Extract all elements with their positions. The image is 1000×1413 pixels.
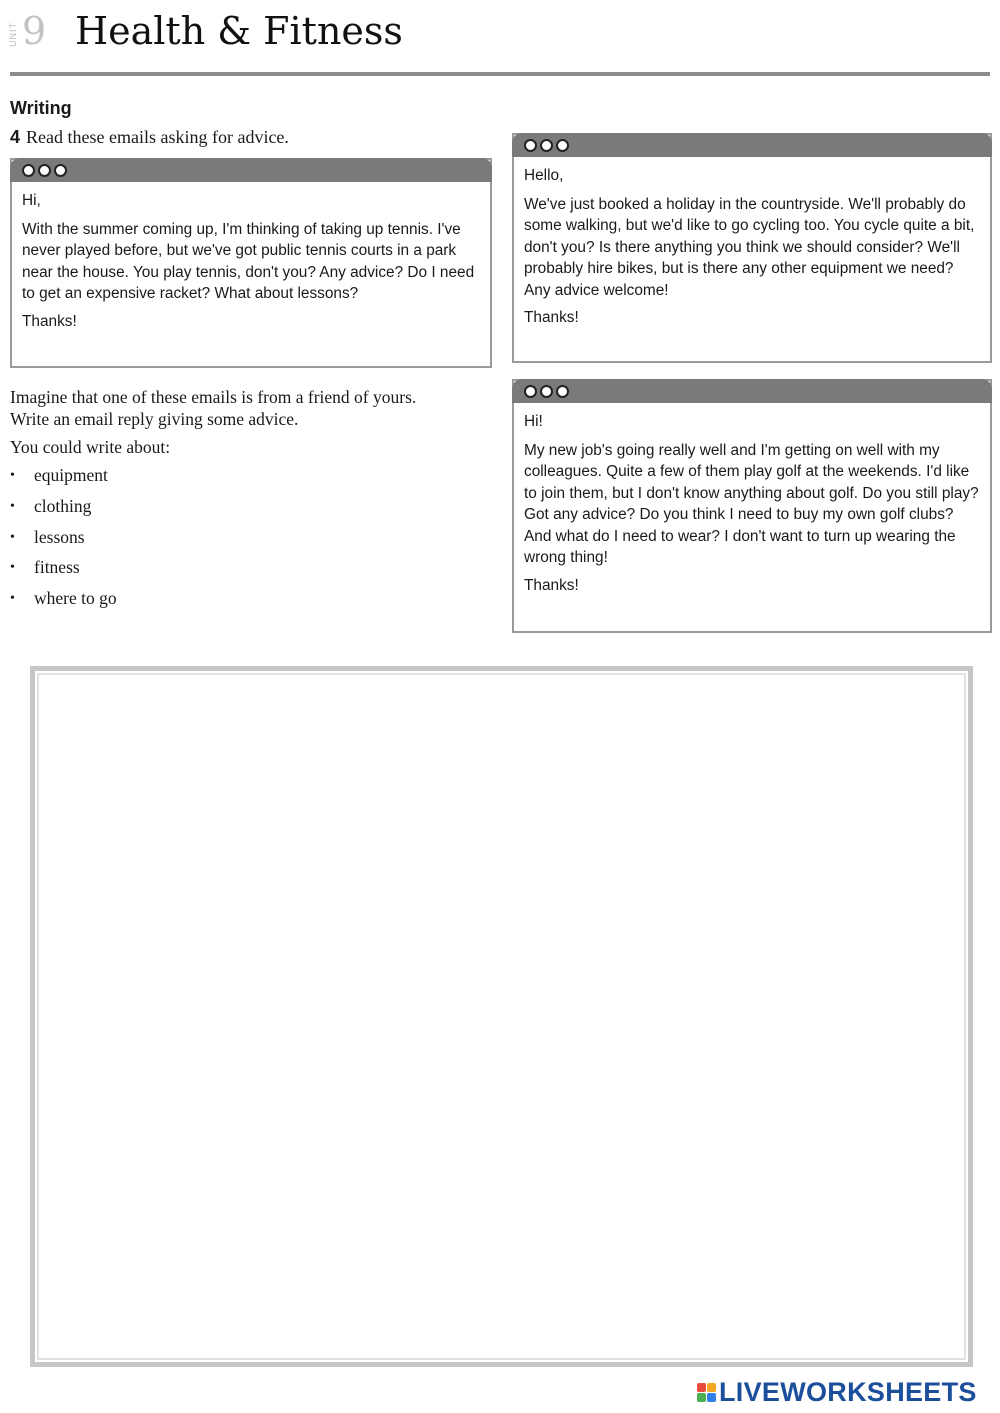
topic-label: where to go: [34, 588, 117, 609]
task-text: Read these emails asking for advice.: [26, 127, 289, 147]
topics-intro: You could write about:: [10, 437, 171, 457]
email-message: With the summer coming up, I'm thinking of taking up tennis. I've never played before, but we've got public tennis courts in a park near the house. You play tennis, don't you? Any advice? Do I need to get an expensive racket? What about lessons?: [22, 220, 475, 302]
email-body: [514, 157, 990, 329]
list-item: [10, 588, 117, 619]
email-sign-off: Thanks!: [22, 312, 77, 330]
email-greeting: Hi!: [524, 413, 543, 430]
window-button-icon: [524, 139, 537, 152]
email-window-golf: [512, 379, 992, 633]
page-title: Health & Fitness: [75, 9, 403, 53]
email-window-cycling: [512, 133, 992, 363]
answer-text-area[interactable]: [30, 666, 973, 1367]
email-sign-off: Thanks!: [524, 309, 579, 326]
section-heading: Writing: [10, 98, 72, 118]
brand-icon: [697, 1383, 716, 1402]
topic-list: [10, 465, 117, 619]
bullet-icon: •: [10, 529, 15, 545]
email-titlebar: [512, 133, 992, 157]
list-item: [10, 557, 117, 588]
email-sign-off: Thanks!: [524, 576, 579, 594]
window-button-icon: [556, 139, 569, 152]
writing-instructions: [10, 386, 490, 430]
email-body: [514, 403, 990, 596]
window-button-icon: [540, 385, 553, 398]
email-message: We've just booked a holiday in the countryside. We'll probably do some walking, but we'd like to go cycling too. You cycle quite a bit, don't you? Is there anything you think we should consider? We'll probably hire bikes, but is there any other equipment we need? Any advice welcome!: [524, 195, 975, 299]
email-window-tennis: [10, 158, 492, 368]
bullet-icon: •: [10, 468, 15, 483]
window-button-icon: [524, 385, 537, 398]
window-button-icon: [54, 164, 67, 177]
liveworksheets-logo: [697, 1377, 977, 1408]
email-greeting: Hi,: [22, 192, 41, 209]
topic-label: equipment: [34, 465, 108, 485]
email-titlebar: [512, 379, 992, 403]
bullet-icon: •: [10, 498, 15, 514]
bullet-icon: •: [10, 591, 15, 607]
list-item: [10, 496, 117, 527]
topic-label: fitness: [34, 557, 80, 578]
topic-label: lessons: [34, 526, 85, 547]
window-button-icon: [556, 385, 569, 398]
task-number: 4: [10, 127, 21, 147]
topic-label: clothing: [34, 495, 92, 516]
window-button-icon: [38, 164, 51, 177]
email-titlebar: [10, 158, 492, 182]
brand-name: LIVEWORKSHEETS: [719, 1377, 977, 1407]
window-button-icon: [540, 139, 553, 152]
email-body: [12, 182, 490, 332]
unit-number: 9: [22, 9, 47, 53]
task-instruction: [10, 127, 289, 148]
instruction-line: Write an email reply giving some advice.: [10, 409, 299, 429]
email-greeting: Hello,: [524, 167, 564, 184]
unit-label: UNIT: [8, 22, 18, 47]
list-item: [10, 465, 117, 496]
instruction-line: Imagine that one of these emails is from a friend of yours.: [10, 387, 417, 407]
bullet-icon: •: [10, 560, 15, 576]
email-message: My new job's going really well and I'm getting on well with my colleagues. Quite a few of them play golf at the weekends. I'd like to join them, but I don't know anything about golf. Do you still play? Got any advice? Do you think I need to buy my own golf clubs? And what do I need to wear? I don't want to turn up wearing the wrong thing!: [524, 441, 979, 566]
window-button-icon: [22, 164, 35, 177]
header-divider: [10, 72, 990, 76]
list-item: [10, 527, 117, 558]
